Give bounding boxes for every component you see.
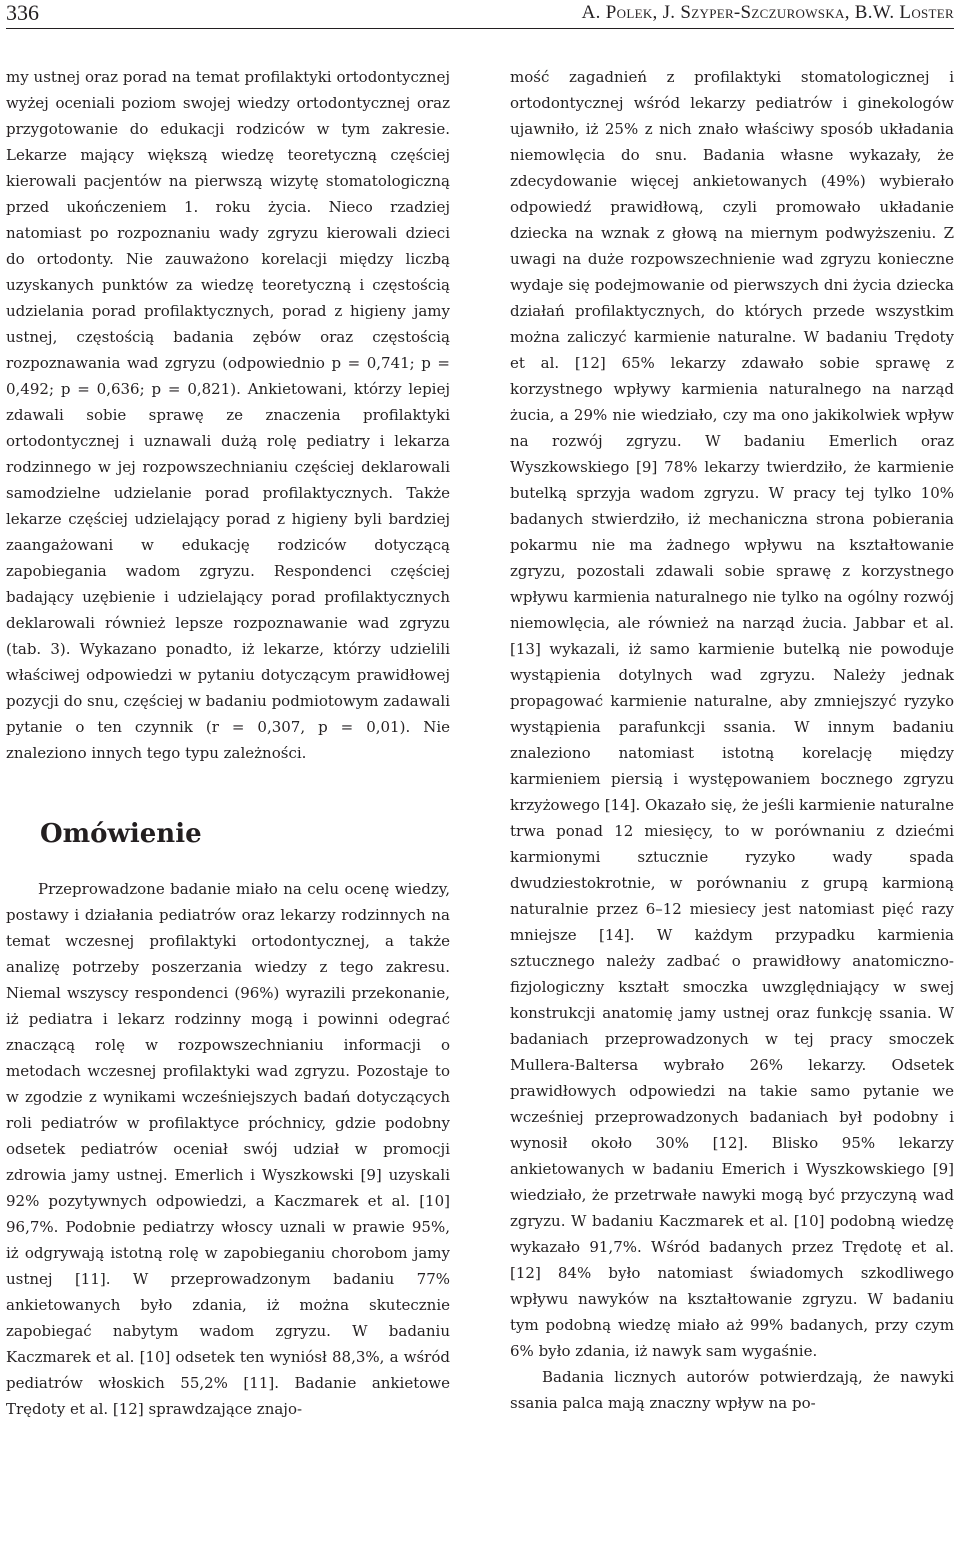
section-heading: Omówienie [40, 819, 202, 849]
running-head: A. Polek, J. Szyper-Szczurowska, B.W. Loster [581, 2, 954, 23]
page-header [6, 0, 954, 29]
results-paragraph: my ustnej oraz porad na temat profilaktyki ortodontycznej wyżej oceniali poziom swojej wiedzy ortodontycznej oraz przygotowanie do edukacji rodziców w tym zakresie. Lekarze mający większą wiedzę teoretyczną częściej kierowali pacjentów na pierwszą wizytę stomatologiczną przed ukończeniem 1. roku życia. Nieco rzadziej natomiast po rozpoznaniu wady zgryzu kierowali dzieci do ortodonty. Nie zauważono korelacji między liczbą uzyskanych punktów za wiedzę teoretyczną i częstością udzielania porad profilaktycznych, porad z higieny jamy ustnej, częstością badania zębów oraz częstością rozpoznawania wad zgryzu (odpowiednio p = 0,741; p = 0,492; p = 0,636; p = 0,821). Ankietowani, którzy lepiej zdawali sobie sprawę ze znaczenia profilaktyki ortodontycznej i uznawali dużą rolę pediatry i lekarza rodzinnego w jej rozpowszechnianiu częściej deklarowali samodzielne udzielanie porad profilaktycznych. Także lekarze częściej udzielający porad z higieny byli bardziej zaangażowani w edukację rodziców dotyczącą zapobiegania wadom zgryzu. Respondenci częściej badający uzębienie i udzielający porad profilaktycznych deklarowali również lepsze rozpoznawanie wad zgryzu (tab. 3). Wykazano ponadto, iż lekarze, którzy udzielili właściwej odpowiedzi w pytaniu dotyczącym prawidłowej pozycji do snu, częściej w badaniu podmiotowym zadawali pytanie o ten czynnik (r = 0,307, p = 0,01). Nie znaleziono innych tego typu zależności. [6, 68, 450, 762]
final-paragraph: Badania licznych autorów potwierdzają, że nawyki ssania palca mają znaczny wpływ na po- [510, 1368, 954, 1412]
discussion-paragraph: Przeprowadzone badanie miało na celu ocenę wiedzy, postawy i działania pediatrów oraz lekarzy rodzinnych na temat wczesnej profilaktyki ortodontycznej, a także analizę potrzeby poszerzania wiedzy z tego zakresu. Niemal wszyscy respondenci (96%) wyrazili przekonanie, iż pediatra i lekarz rodzinny mogą i powinni odegrać znaczącą rolę w rozpowszechnianiu informacji o metodach wczesnej profilaktyki wad zgryzu. Pozostaje to w zgodzie z wynikami wcześniejszych badań dotyczących roli pediatrów w profilaktyce próchnicy, gdzie podobny odsetek pediatrów oceniał swój udział w promocji zdrowia jamy ustnej. Emerlich i Wyszkowski [9] uzyskali 92% pozytywnych odpowiedzi, a Kaczmarek et al. [10] 96,7%. Podobnie pediatrzy włoscy uznali w prawie 95%, iż odgrywają istotną rolę w zapobieganiu chorobom jamy ustnej [11]. W przeprowadzonym badaniu 77% ankietowanych było zdania, iż można skutecznie zapobiegać nabytym wadom zgryzu. W badaniu Kaczmarek et al. [10] odsetek ten wyniósł 88,3%, a wśród pediatrów włoskich 55,2% [11]. Badanie ankietowe Trędoty et al. [12] sprawdzające znajo- [6, 880, 450, 1418]
discussion-continued-paragraph: mość zagadnień z profilaktyki stomatologicznej i ortodontycznej wśród lekarzy pediatrów i ginekologów ujawniło, iż 25% z nich znało właściwy sposób układania niemowlęcia do snu. Badania własne wykazały, że zdecydowanie więcej ankietowanych (49%) wybierało odpowiedź prawidłową, czyli promowało układanie dziecka na wznak z głową na miernym podwyższeniu. Z uwagi na duże rozpowszechnienie wad zgryzu konieczne wydaje się podejmowanie od pierwszych dni życia dziecka działań profilaktycznych, do których przede wszystkim można zaliczyć karmienie naturalne. W badaniu Trędoty et al. [12] 65% lekarzy zdawało sobie sprawę z korzystnego wpływy karmienia naturalnego na narząd żucia, a 29% nie wiedziało, czy ma ono jakikolwiek wpływ na rozwój zgryzu. W badaniu Emerlich oraz Wyszkowskiego [9] 78% lekarzy twierdziło, że karmienie butelką sprzyja wadom zgryzu. W pracy tej tylko 10% badanych stwierdziło, iż mechaniczna strona pobierania pokarmu nie ma żadnego wpływu na kształtowanie zgryzu, pozostali zdawali sobie sprawę z korzystnego wpływu karmienia naturalnego nie tylko na ogólny rozwój niemowlęcia, ale również na narząd żucia. Jabbar et al. [13] wykazali, iż samo karmienie butelką nie powoduje wystąpienia dotylnych wad zgryzu. Należy jednak propagować karmienie naturalne, aby zmniejszyć ryzyko wystąpienia parafunkcji ssania. W innym badaniu znaleziono natomiast istotną korelację między karmieniem piersią i występowaniem bocznego zgryzu krzyżowego [14]. Okazało się, że jeśli karmienie naturalne trwa ponad 12 miesięcy, to w porównaniu z dziećmi karmionymi sztucznie ryzyko wady spada dwudziestokrotnie, w porównaniu z grupą karmioną naturalnie przez 6–12 miesiecy jest natomiast pięć razy mniejsze [14]. W każdym przypadku karmienia sztucznego należy zadbać o prawidłowy anatomiczno-fizjologiczny kształt smoczka uwzględniający w swej konstrukcji anatomię jamy ustnej oraz funkcję ssania. W badaniach przeprowadzonych w tej pracy smoczek Mullera-Baltersa wybrało 26% lekarzy. Odsetek prawidłowych odpowiedzi na takie samo pytanie we wcześniej przeprowadzonych badaniach był podobny i wynosił około 30% [12]. Blisko 95% lekarzy ankietowanych w badaniu Emerich i Wyszkowskiego [9] wiedziało, że przetrwałe nawyki mogą być przyczyną wad zgryzu. W badaniu Kaczmarek et al. [10] podobną wiedzę wykazało 91,7%. Wśród badanych przez Trędotę et al. [12] 84% było natomiast świadomych szkodliwego wpływu nawyków na kształtowanie zgryzu. W badaniu tym podobną wiedzę miało aż 99% badanych, przy czym 6% było zdania, iż nawyk sam wygaśnie. [510, 68, 954, 1360]
page-number: 336 [6, 0, 39, 25]
left-column [6, 64, 450, 1422]
right-column [510, 64, 954, 1416]
